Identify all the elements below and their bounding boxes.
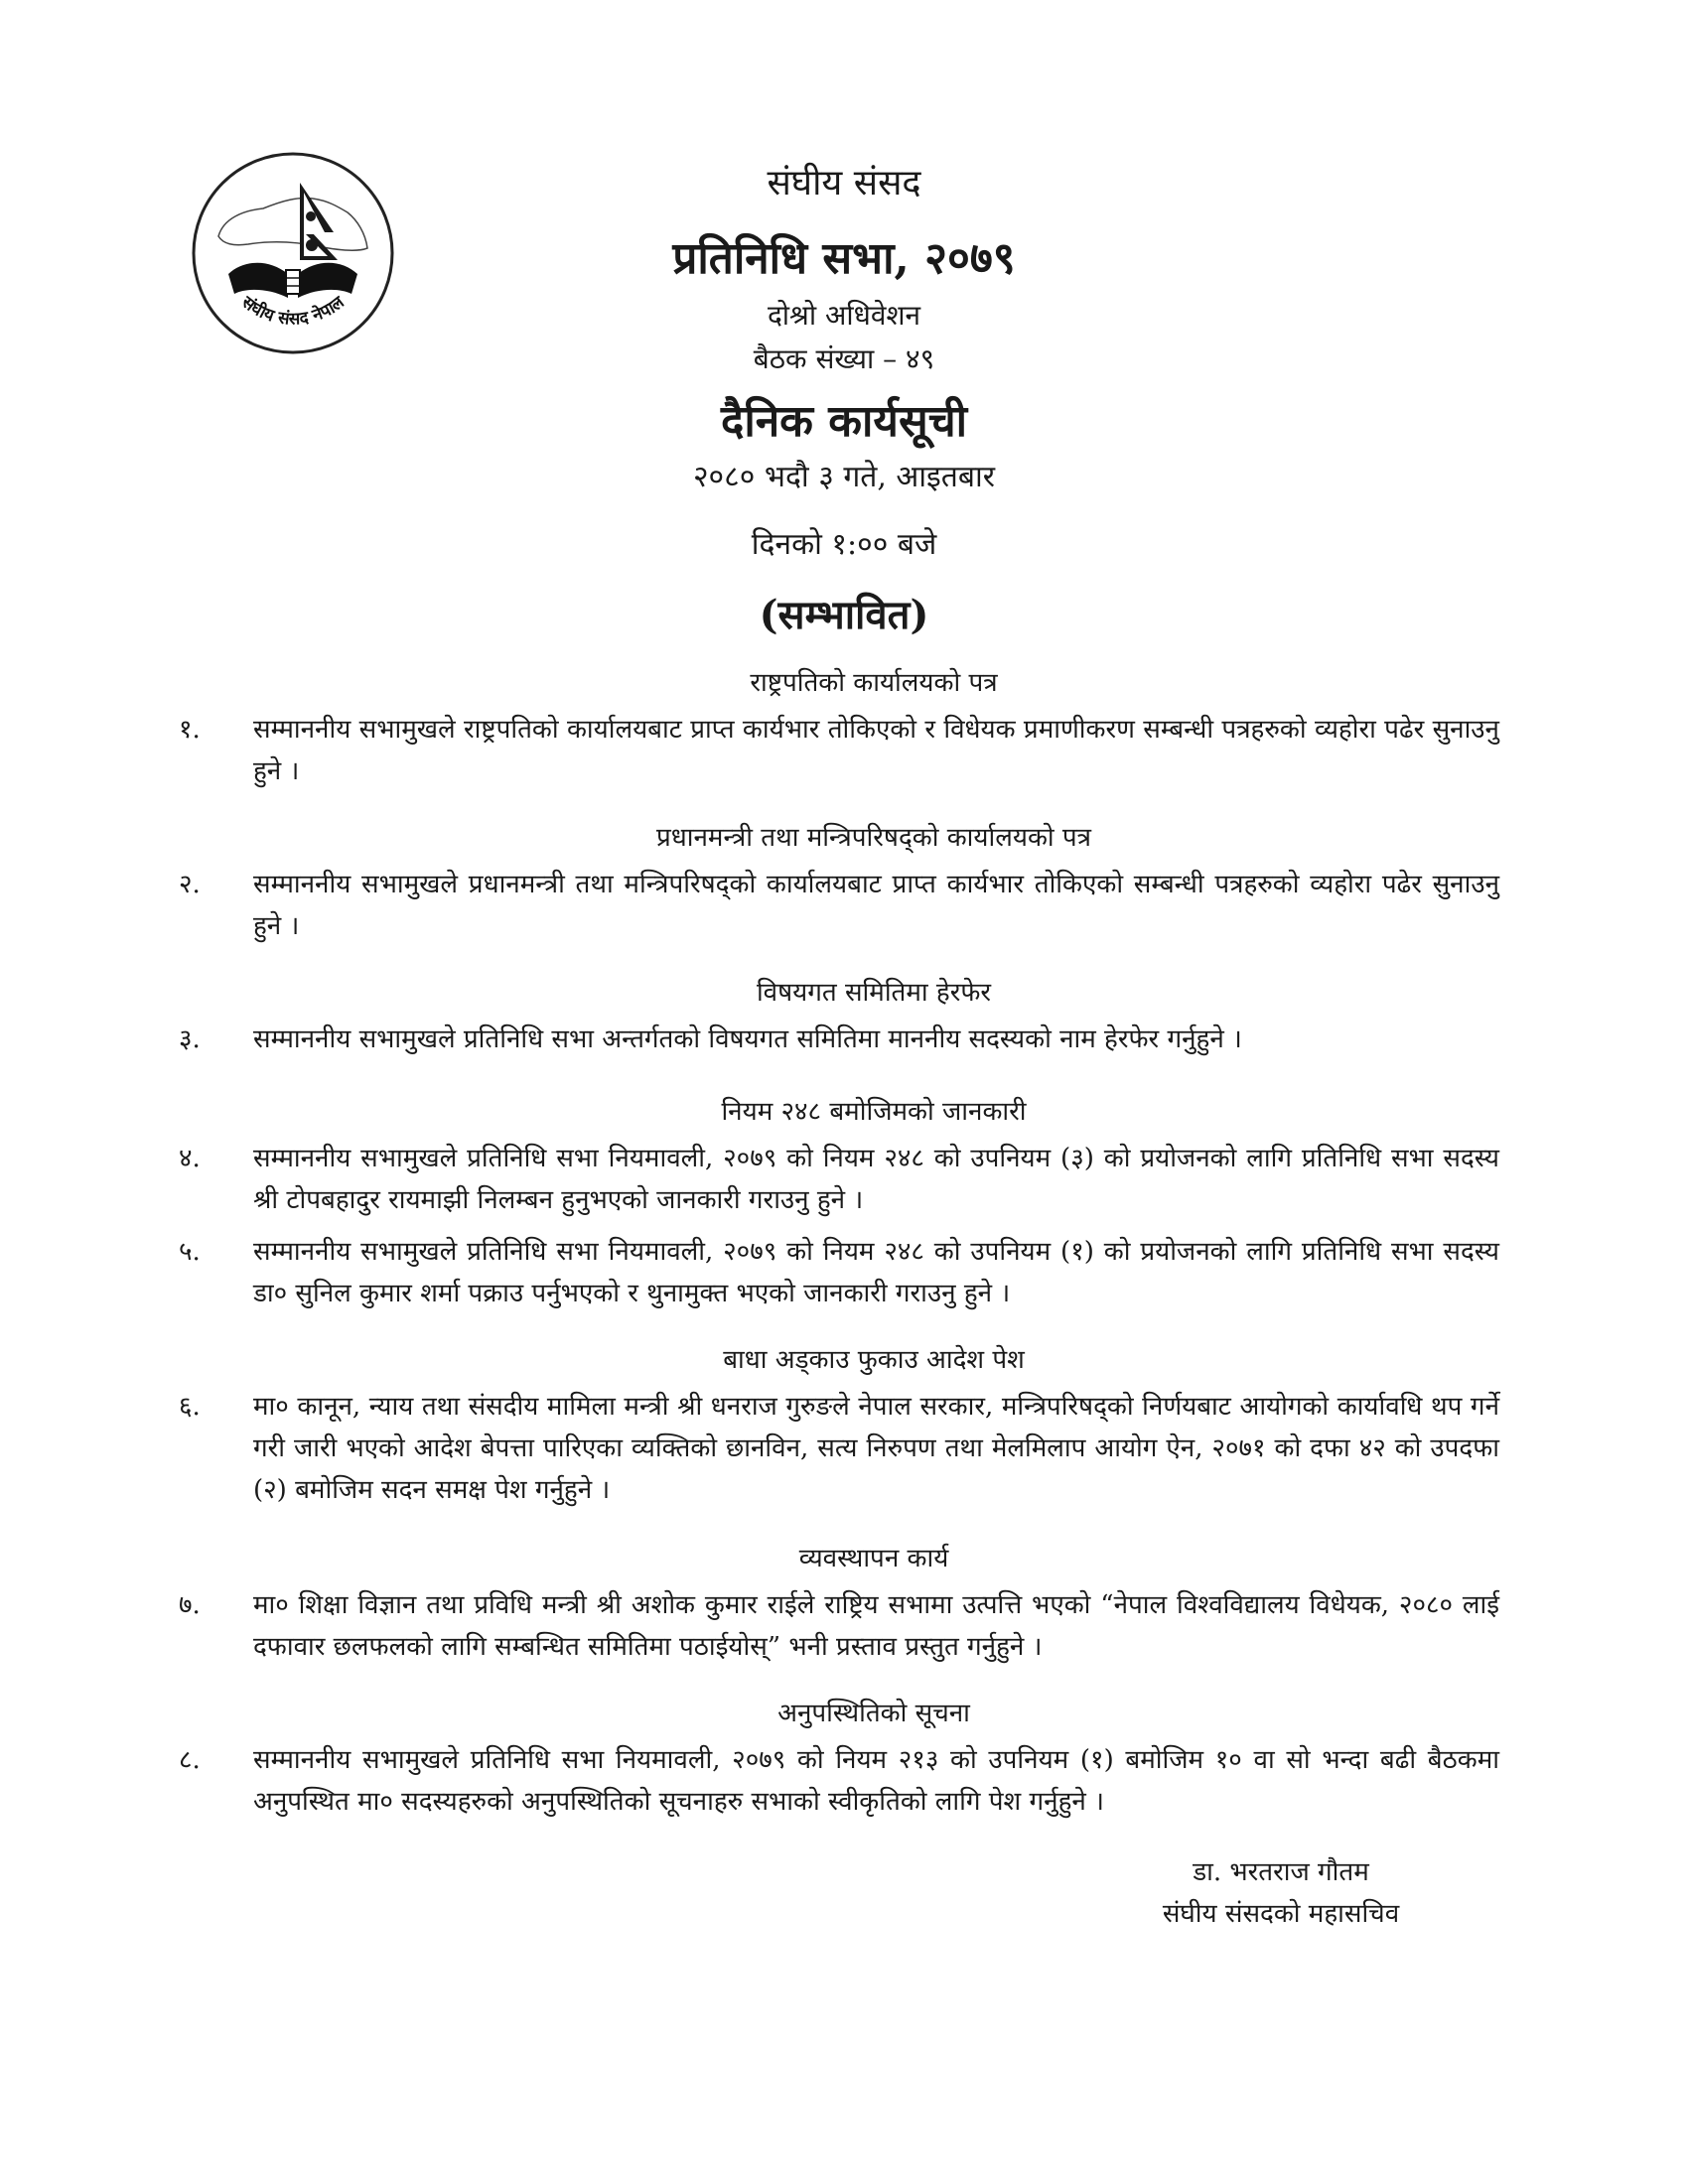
item-text: सम्माननीय सभामुखले प्रतिनिधि सभा नियमावली, २०७९ को नियम २४८ को उपनियम (१) को प्रयोजनको लागि प्रतिनिधि सभा सदस्य डा० सुनिल कुमार शर्मा पक्राउ पर्नुभएको र थुनामुक्त भएको जानकारी गराउनु हुने । (253, 1237, 1499, 1308)
header-parliament: संघीय संसद (767, 163, 921, 204)
item-number: ८. (179, 1745, 201, 1775)
signatory-designation: संघीय संसदको महासचिव (1162, 1899, 1400, 1929)
section-title: व्यवस्थापन कार्य (798, 1544, 949, 1573)
item-number: ३. (179, 1024, 201, 1054)
item-text: मा० कानून, न्याय तथा संसदीय मामिला मन्त्री श्री धनराज गुरुङले नेपाल सरकार, मन्त्रिपरिषद्को निर्णयबाट आयोगको कार्यावधि थप गर्ने गरी जारी भएको आदेश बेपत्ता पारिएका व्यक्तिको छानविन, सत्य निरुपण तथा मेलमिलाप आयोग ऐन, २०७१ को दफा ४२ को उपदफा (२) बमोजिम सदन समक्ष पेश गर्नुहुने । (253, 1392, 1499, 1505)
signatory-name: डा. भरतराज गौतम (1193, 1857, 1369, 1887)
item-number: ४. (179, 1144, 201, 1173)
header-title: दैनिक कार्यसूची (720, 396, 968, 447)
section-title: बाधा अड्काउ फुकाउ आदेश पेश (723, 1345, 1025, 1375)
item-number: २. (179, 870, 201, 899)
item-number: १. (179, 715, 201, 745)
section-title: प्रधानमन्त्री तथा मन्त्रिपरिषद्को कार्यालयको पत्र (655, 823, 1092, 853)
item-text: मा० शिक्षा विज्ञान तथा प्रविधि मन्त्री श्री अशोक कुमार राईले राष्ट्रिय सभामा उत्पत्ति भएको “नेपाल विश्वविद्यालय विधेयक, २०८० लाई दफावार छलफलको लागि सम्बन्धित समितिमा पठाईयोस्” भनी प्रस्ताव प्रस्तुत गर्नुहुने । (253, 1590, 1499, 1662)
item-number: ५. (179, 1237, 201, 1267)
item-number: ६. (179, 1392, 201, 1422)
item-text: सम्माननीय सभामुखले प्रतिनिधि सभा अन्तर्गतको विषयगत समितिमा माननीय सदस्यको नाम हेरफेर गर्नुहुने । (253, 1024, 1242, 1054)
header-tentative: (सम्भावित) (759, 592, 929, 638)
header-house: प्रतिनिधि सभा, २०७९ (672, 233, 1016, 284)
svg-text:संघीय संसद नेपाल (237, 292, 350, 330)
item-text: सम्माननीय सभामुखले राष्ट्रपतिको कार्यालयबाट प्राप्त कार्यभार तोकिएको र विधेयक प्रमाणीकरण सम्बन्धी पत्रहरुको व्यहोरा पढेर सुनाउनु हुने । (253, 715, 1499, 786)
item-number: ७. (179, 1590, 201, 1620)
section-title: नियम २४८ बमोजिमको जानकारी (721, 1097, 1027, 1127)
emblem-graphic (189, 149, 397, 357)
item-text: सम्माननीय सभामुखले प्रतिनिधि सभा नियमावली, २०७९ को नियम २१३ को उपनियम (१) बमोजिम १० वा सो भन्दा बढी बैठकमा अनुपस्थित मा० सदस्यहरुको अनुपस्थितिको सूचनाहरु सभाको स्वीकृतिको लागि पेश गर्नुहुने । (253, 1745, 1499, 1817)
item-text: सम्माननीय सभामुखले प्रधानमन्त्री तथा मन्त्रिपरिषद्को कार्यालयबाट प्राप्त कार्यभार तोकिएको सम्बन्धी पत्रहरुको व्यहोरा पढेर सुनाउनु हुने । (253, 870, 1499, 941)
header-date: २०८० भदौ ३ गते, आइतबार (692, 460, 996, 494)
header-time: दिनको १:०० बजे (751, 527, 937, 562)
section-title: विषयगत समितिमा हेरफेर (756, 978, 992, 1008)
section-title: अनुपस्थितिको सूचना (777, 1699, 970, 1728)
section-title: राष्ट्रपतिको कार्यालयको पत्र (750, 668, 998, 698)
parliament-emblem (189, 149, 397, 357)
item-text: सम्माननीय सभामुखले प्रतिनिधि सभा नियमावली, २०७९ को नियम २४८ को उपनियम (३) को प्रयोजनको लागि प्रतिनिधि सभा सदस्य श्री टोपबहादुर रायमाझी निलम्बन हुनुभएको जानकारी गराउनु हुने । (253, 1144, 1499, 1215)
emblem-ring-text: संघीय संसद नेपाल (237, 292, 349, 330)
header-session: दोश्रो अधिवेशन (767, 299, 921, 332)
header-meeting-number: बैठक संख्या – ४९ (753, 342, 935, 375)
